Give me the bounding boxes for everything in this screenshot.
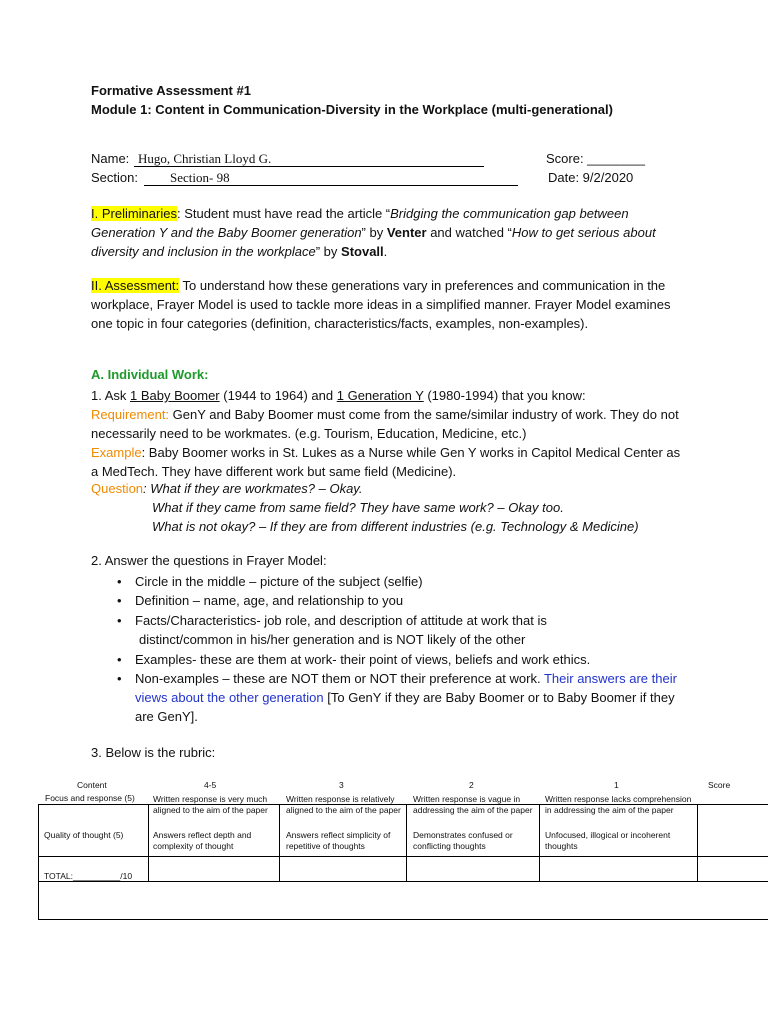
assessment-label: II. Assessment: <box>91 278 180 293</box>
frayer-bullet-definition: • Definition – name, age, and relationship to you <box>135 591 695 610</box>
preliminaries-text: and watched “ <box>426 225 512 240</box>
question-3: What is not okay? – If they are from different industries (e.g. Technology & Medicine) <box>152 519 639 534</box>
non-examples-tail: [To GenY if they are Baby Boomer or to Baby Boomer if they are GenY]. <box>135 690 675 724</box>
article-title: Bridging the communication gap between Generation Y and the Baby Boomer generation <box>91 206 629 240</box>
rubric-row1-2-text: Written response is vague in addressing the aim of the paper <box>413 794 533 815</box>
preliminaries-text: ” by <box>361 225 387 240</box>
rubric-col-2: 2 <box>469 780 474 790</box>
frayer-bullet-facts <box>135 611 695 649</box>
facts-text-continued: distinct/common in his/her generation and is NOT likely of the other <box>139 632 526 647</box>
document-title: Formative Assessment #1 <box>91 83 251 98</box>
frayer-bullet-examples: • Examples- these are them at work- their point of views, beliefs and work ethics. <box>135 650 695 669</box>
item1-text: (1980-1994) that you know: <box>423 388 586 403</box>
rubric-row2-2: Demonstrates confused or conflicting thoughts <box>413 830 513 851</box>
facts-text: Facts/Characteristics- job role, and description of attitude at work that is <box>135 613 547 628</box>
question-label: Question <box>91 481 144 496</box>
item1-text: 1. Ask <box>91 388 131 403</box>
section-label: Section: <box>91 170 138 185</box>
name-value: Hugo, Christian Lloyd G. <box>138 151 272 166</box>
requirement-text: GenY and Baby Boomer must come from the same/similar industry of work. They do not necessarily need to be workmates. (e.g. Tourism, Education, Medicine, etc.) <box>91 407 679 441</box>
frayer-bullet-non-examples <box>135 669 685 726</box>
rubric-total: TOTAL:__________/10 <box>44 871 133 881</box>
item1-text: (1944 to 1964) and <box>219 388 337 403</box>
requirement-label: Requirement: <box>91 407 170 422</box>
rubric-grid <box>38 804 768 920</box>
example-text: : Baby Boomer works in St. Lukes as a Nurse while Gen Y works in Capitol Medical Center as a MedTech. They have different work but same field (Medicine). <box>91 445 681 479</box>
question-2: What if they came from same field? They have same work? – Okay too. <box>152 500 564 515</box>
name-field <box>134 150 484 167</box>
section-value: Section- 98 <box>170 170 230 185</box>
rubric-row1-4-5-text: Written response is very much aligned to the aim of the paper <box>153 794 268 815</box>
name-label: Name: <box>91 151 130 166</box>
rubric-col-3: 3 <box>339 780 344 790</box>
rubric-row1-3-text: Written response is relatively aligned to the aim of the paper <box>286 794 401 815</box>
non-examples-text: Non-examples – these are NOT them or NOT their preference at work. <box>135 671 544 686</box>
preliminaries-text: . <box>383 244 388 259</box>
generation-y-count: 1 Generation Y <box>336 388 424 403</box>
author-stovall: Stovall <box>341 244 384 259</box>
example-label: Example <box>91 445 142 460</box>
question-line-1 <box>91 481 362 496</box>
assessment-text: To understand how these generations vary in preferences and communication in the workplace, Frayer Model is used to tackle more ideas in a simplified manner. Frayer Model examines one topic in four categories (definition, characteristics/facts, examples, non-examples). <box>91 278 671 331</box>
individual-work-heading: A. Individual Work: <box>91 367 209 382</box>
rubric-row2-3: Answers reflect simplicity of repetitive of thoughts <box>286 830 391 851</box>
question-1: : What if they are workmates? – Okay. <box>143 481 363 496</box>
rubric-row2-1: Unfocused, illogical or incoherent thoughts <box>545 830 671 851</box>
author-venter: Venter <box>386 225 427 240</box>
individual-work-item1 <box>91 386 681 405</box>
date-label: Date: 9/2/2020 <box>548 170 634 185</box>
preliminaries-paragraph <box>91 204 681 261</box>
rubric-col-4-5: 4-5 <box>204 780 217 790</box>
rubric-row2-label: Quality of thought (5) <box>44 830 124 840</box>
score-label: Score: ________ <box>546 151 646 166</box>
rubric-col-1: 1 <box>614 780 619 790</box>
assessment-paragraph <box>91 276 681 333</box>
preliminaries-text: ” by <box>315 244 342 259</box>
preliminaries-label: I. Preliminaries <box>91 206 177 221</box>
rubric-col-content: Content <box>77 780 107 790</box>
rubric-row2-4-5: Answers reflect depth and complexity of thought <box>153 830 252 851</box>
rubric-col-score: Score <box>708 780 731 790</box>
frayer-bullet-circle: • Circle in the middle – picture of the subject (selfie) <box>135 572 695 591</box>
preliminaries-text: : Student must have read the article “ <box>176 206 391 221</box>
requirement-paragraph <box>91 405 681 443</box>
section-field <box>144 169 518 186</box>
rubric-row1-1-text: Written response lacks comprehension in addressing the aim of the paper <box>545 794 692 815</box>
example-paragraph <box>91 443 681 481</box>
baby-boomer-count: 1 Baby Boomer <box>130 388 220 403</box>
document-subtitle: Module 1: Content in Communication-Diversity in the Workplace (multi-generational) <box>91 102 613 117</box>
frayer-heading: 2. Answer the questions in Frayer Model: <box>91 553 327 568</box>
non-examples-highlight: Their answers are their views about the other generation <box>135 671 677 705</box>
video-title: How to get serious about diversity and inclusion in the workplace <box>91 225 656 259</box>
rubric-heading: 3. Below is the rubric: <box>91 745 216 760</box>
rubric-row1-label: Focus and response (5) <box>45 793 135 803</box>
